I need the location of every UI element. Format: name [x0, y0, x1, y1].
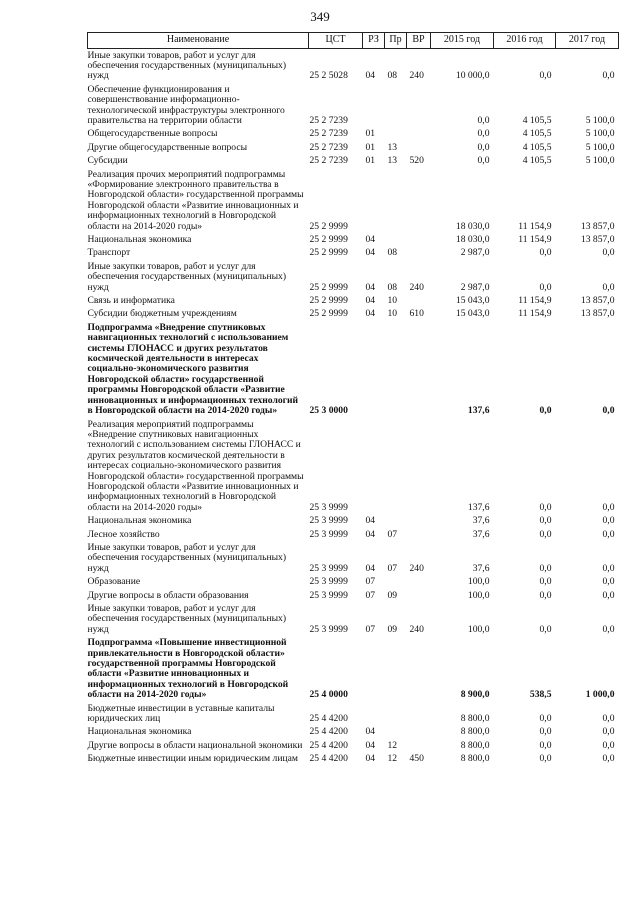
table-row [88, 168, 619, 233]
header-cell-rz: РЗ [363, 33, 385, 49]
cell-name: Иные закупки товаров, работ и услуг для обеспечения государственных (муниципальных) нужд [87, 541, 287, 574]
cell-2017: 0,0 [602, 515, 615, 527]
cell-2017: 0,0 [602, 589, 615, 601]
cell-cst: 25 3 9999 [309, 623, 348, 635]
cell-cst: 25 4 0000 [309, 689, 348, 701]
cell-pr: 08 [387, 247, 398, 259]
cell-pr [385, 168, 407, 233]
cell-2015: 37,6 [472, 515, 490, 527]
cell-rz: 04 [365, 308, 376, 320]
cell-vr [407, 247, 431, 260]
table-row [88, 603, 619, 637]
cell-rz [363, 321, 385, 418]
cell-cst: 25 2 9999 [309, 220, 348, 232]
cell-vr [407, 702, 431, 726]
cell-2015: 0,0 [477, 114, 490, 126]
cell-pr: 08 [387, 70, 398, 82]
cell-name: Образование [87, 576, 141, 588]
cell-2016: 0,0 [539, 501, 552, 513]
cell-rz: 07 [365, 623, 376, 635]
cell-2016: 0,0 [539, 623, 552, 635]
cell-vr: 240 [409, 281, 424, 293]
cell-cst: 25 2 9999 [309, 308, 348, 320]
table-row [88, 295, 619, 308]
cell-name: Субсидии [87, 155, 128, 167]
cell-2017: 13 857,0 [580, 220, 615, 232]
cell-pr [385, 726, 407, 739]
table-header [88, 33, 619, 49]
cell-2017: 0,0 [602, 726, 615, 738]
header-cell-vr: ВР [407, 33, 431, 49]
cell-name: Реализация прочих мероприятий подпрограммы «Формирование электронного правительства в Новгородской области» государственной программы Новгородской области «Развитие инновационных и информационных технологий в Новгородской области на 2014-2020 годы» [87, 168, 304, 232]
cell-name: Подпрограмма «Внедрение спутниковых навигационных технологий с использованием системы ГЛОНАСС и других результатов космической деятельности в интересах социально-экономического развития Новгородской области» государственной программы Новгородской области «Развитие инновационных и информационных технологий в Новгородской области на 2014-2020 годы» [87, 321, 299, 417]
cell-pr [385, 418, 407, 515]
cell-2016: 4 105,5 [522, 128, 552, 140]
cell-rz: 04 [365, 281, 376, 293]
cell-vr: 240 [409, 623, 424, 635]
table-row [88, 155, 619, 168]
cell-pr [385, 321, 407, 418]
table-row [88, 49, 619, 84]
cell-2016: 0,0 [539, 247, 552, 259]
table-row [88, 528, 619, 541]
cell-2017: 5 100,0 [585, 128, 615, 140]
cell-name: Бюджетные инвестиции в уставные капиталы юридических лиц [87, 702, 275, 725]
page-number: 349 [310, 9, 330, 24]
cell-2016: 0,0 [539, 528, 552, 540]
table-row [88, 83, 619, 128]
table-row [88, 141, 619, 154]
cell-2015: 10 000,0 [455, 70, 490, 82]
cell-2015: 0,0 [477, 128, 490, 140]
table-row [88, 589, 619, 602]
cell-name: Другие общегосударственные вопросы [87, 141, 248, 153]
cell-pr [385, 83, 407, 128]
cell-2015: 8 800,0 [460, 753, 490, 765]
cell-vr [407, 234, 431, 247]
header-cell-cst: ЦСТ [309, 33, 363, 49]
cell-name: Бюджетные инвестиции иным юридическим лицам [87, 753, 298, 765]
cell-cst: 25 3 0000 [309, 405, 348, 417]
cell-vr [407, 576, 431, 589]
cell-cst: 25 2 7239 [309, 155, 348, 167]
cell-2016: 0,0 [539, 739, 552, 751]
cell-rz: 04 [365, 726, 376, 738]
cell-2015: 8 800,0 [460, 713, 490, 725]
cell-pr: 13 [387, 155, 398, 167]
cell-name: Лесное хозяйство [87, 528, 160, 540]
cell-pr: 10 [387, 308, 398, 320]
table-row [88, 321, 619, 418]
cell-2017: 0,0 [602, 753, 615, 765]
cell-name: Обеспечение функционирования и совершенствование информационно-технологической инфраструктуры электронного правительства на территории области [87, 83, 285, 126]
cell-pr [385, 576, 407, 589]
cell-vr [407, 637, 431, 702]
cell-2015: 100,0 [467, 576, 490, 588]
cell-cst: 25 4 4200 [309, 753, 348, 765]
cell-rz: 04 [365, 515, 376, 527]
cell-rz: 04 [365, 739, 376, 751]
cell-2017: 0,0 [602, 247, 615, 259]
cell-2016: 0,0 [539, 589, 552, 601]
cell-2016: 0,0 [539, 405, 552, 417]
header-cell-pr: Пр [385, 33, 407, 49]
cell-2015: 18 030,0 [455, 234, 490, 245]
cell-rz: 04 [365, 234, 376, 245]
cell-2016: 4 105,5 [522, 155, 552, 167]
cell-2016: 0,0 [539, 726, 552, 738]
cell-2017: 13 857,0 [580, 234, 615, 245]
cell-2015: 0,0 [477, 141, 490, 153]
table-row [88, 128, 619, 141]
cell-2016: 0,0 [539, 576, 552, 588]
cell-2015: 15 043,0 [455, 295, 490, 307]
cell-cst: 25 3 9999 [309, 528, 348, 540]
cell-2017: 13 857,0 [580, 308, 615, 320]
cell-pr: 09 [387, 589, 398, 601]
cell-2015: 8 800,0 [460, 739, 490, 751]
cell-vr [407, 726, 431, 739]
table-body [88, 49, 619, 767]
cell-2017: 0,0 [602, 528, 615, 540]
budget-table-container [87, 32, 618, 766]
table-row [88, 576, 619, 589]
table-row [88, 739, 619, 752]
cell-pr: 07 [387, 562, 398, 574]
cell-2015: 137,6 [467, 405, 490, 417]
cell-2017: 0,0 [602, 405, 615, 417]
table-row [88, 515, 619, 528]
cell-2016: 0,0 [539, 515, 552, 527]
cell-name: Другие вопросы в области национальной экономики [87, 739, 303, 751]
cell-2015: 2 987,0 [460, 247, 490, 259]
cell-vr [407, 515, 431, 528]
cell-cst: 25 2 9999 [309, 295, 348, 307]
cell-cst: 25 3 9999 [309, 562, 348, 574]
cell-2016: 11 154,9 [518, 234, 552, 245]
cell-vr [407, 295, 431, 308]
cell-name: Другие вопросы в области образования [87, 589, 249, 601]
cell-vr [407, 739, 431, 752]
table-row [88, 234, 619, 247]
table-row [88, 418, 619, 515]
cell-2015: 0,0 [477, 155, 490, 167]
cell-cst: 25 2 7239 [309, 141, 348, 153]
table-row [88, 260, 619, 294]
cell-2016: 0,0 [539, 753, 552, 765]
table-row [88, 637, 619, 702]
cell-name: Национальная экономика [87, 515, 192, 527]
cell-2017: 0,0 [602, 576, 615, 588]
cell-name: Субсидии бюджетным учреждениям [87, 308, 237, 320]
cell-2016: 11 154,9 [518, 308, 552, 320]
table-row [88, 308, 619, 321]
cell-vr: 240 [409, 562, 424, 574]
cell-cst: 25 3 9999 [309, 576, 348, 588]
cell-name: Связь и информатика [87, 295, 175, 307]
table-row [88, 247, 619, 260]
cell-vr [407, 141, 431, 154]
cell-2017: 0,0 [602, 713, 615, 725]
cell-cst: 25 2 7239 [309, 114, 348, 126]
cell-cst: 25 3 9999 [309, 589, 348, 601]
cell-name: Подпрограмма «Повышение инвестиционной привлекательности в Новгородской области» государственной программы Новгородской области «Развитие инновационных и информационных технологий в Новгородской области на 2014-2020 годы» [87, 637, 289, 701]
cell-2015: 2 987,0 [460, 281, 490, 293]
cell-cst: 25 2 9999 [309, 247, 348, 259]
cell-2017: 0,0 [602, 281, 615, 293]
cell-pr [385, 128, 407, 141]
cell-2016: 538,5 [529, 689, 552, 701]
cell-vr [407, 528, 431, 541]
cell-2017: 5 100,0 [585, 155, 615, 167]
cell-2015: 15 043,0 [455, 308, 490, 320]
cell-rz: 04 [365, 70, 376, 82]
header-cell-2016: 2016 год [494, 33, 556, 49]
cell-vr [407, 589, 431, 602]
cell-2016: 11 154,9 [518, 295, 552, 307]
cell-cst: 25 2 5028 [309, 70, 348, 82]
cell-vr: 240 [409, 70, 424, 82]
cell-pr: 12 [387, 739, 398, 751]
cell-rz: 01 [365, 128, 376, 140]
cell-2015: 37,6 [472, 528, 490, 540]
cell-2017: 0,0 [602, 562, 615, 574]
cell-rz [363, 83, 385, 128]
cell-cst: 25 2 9999 [309, 281, 348, 293]
cell-vr [407, 168, 431, 233]
cell-name: Транспорт [87, 247, 131, 259]
cell-rz [363, 637, 385, 702]
cell-2016: 4 105,5 [522, 114, 552, 126]
table-row [88, 541, 619, 575]
cell-cst: 25 3 9999 [309, 515, 348, 527]
cell-2016: 4 105,5 [522, 141, 552, 153]
cell-name: Национальная экономика [87, 726, 192, 738]
cell-rz: 04 [365, 562, 376, 574]
cell-2017: 0,0 [602, 739, 615, 751]
cell-cst: 25 4 4200 [309, 713, 348, 725]
cell-cst: 25 2 7239 [309, 128, 348, 140]
cell-pr [385, 702, 407, 726]
cell-name: Общегосударственные вопросы [87, 128, 218, 140]
cell-vr [407, 321, 431, 418]
cell-vr [407, 128, 431, 141]
cell-pr: 12 [387, 753, 398, 765]
cell-2016: 0,0 [539, 562, 552, 574]
cell-name: Национальная экономика [87, 234, 192, 245]
header-row [88, 33, 619, 49]
cell-2017: 0,0 [602, 70, 615, 82]
cell-pr [385, 515, 407, 528]
cell-2017: 5 100,0 [585, 114, 615, 126]
header-cell-2015: 2015 год [431, 33, 494, 49]
cell-2017: 0,0 [602, 501, 615, 513]
header-cell-2017: 2017 год [556, 33, 619, 49]
cell-pr: 09 [387, 623, 398, 635]
cell-rz: 04 [365, 247, 376, 259]
cell-pr: 08 [387, 281, 398, 293]
cell-2016: 11 154,9 [518, 220, 552, 232]
cell-2017: 0,0 [602, 623, 615, 635]
cell-vr: 520 [409, 155, 424, 167]
cell-name: Иные закупки товаров, работ и услуг для обеспечения государственных (муниципальных) нужд [87, 603, 287, 635]
cell-vr: 450 [409, 753, 424, 765]
cell-rz: 01 [365, 155, 376, 167]
cell-2015: 137,6 [467, 501, 490, 513]
cell-pr: 13 [387, 141, 398, 153]
cell-vr [407, 83, 431, 128]
cell-2015: 37,6 [472, 562, 490, 574]
cell-2015: 8 800,0 [460, 726, 490, 738]
cell-2015: 8 900,0 [460, 689, 490, 701]
cell-2015: 18 030,0 [455, 220, 490, 232]
cell-cst: 25 2 9999 [309, 234, 348, 245]
cell-pr: 10 [387, 295, 398, 307]
cell-2016: 0,0 [539, 70, 552, 82]
cell-2016: 0,0 [539, 281, 552, 293]
cell-rz: 01 [365, 141, 376, 153]
cell-name: Иные закупки товаров, работ и услуг для обеспечения государственных (муниципальных) нужд [87, 260, 287, 293]
table-row [88, 726, 619, 739]
cell-pr: 07 [387, 528, 398, 540]
cell-rz: 07 [365, 576, 376, 588]
cell-cst: 25 4 4200 [309, 726, 348, 738]
cell-vr: 610 [409, 308, 424, 320]
table-row [88, 702, 619, 726]
cell-pr [385, 234, 407, 247]
header-cell-name: Наименование [88, 33, 309, 49]
cell-rz [363, 168, 385, 233]
cell-rz [363, 418, 385, 515]
cell-rz: 04 [365, 295, 376, 307]
cell-pr [385, 637, 407, 702]
cell-2017: 5 100,0 [585, 141, 615, 153]
cell-2016: 0,0 [539, 713, 552, 725]
cell-cst: 25 3 9999 [309, 501, 348, 513]
cell-2015: 100,0 [467, 623, 490, 635]
cell-rz: 07 [365, 589, 376, 601]
cell-cst: 25 4 4200 [309, 739, 348, 751]
cell-rz: 04 [365, 753, 376, 765]
cell-name: Иные закупки товаров, работ и услуг для обеспечения государственных (муниципальных) нужд [87, 49, 287, 82]
cell-2017: 1 000,0 [585, 689, 615, 701]
cell-vr [407, 418, 431, 515]
cell-2017: 13 857,0 [580, 295, 615, 307]
cell-rz [363, 702, 385, 726]
budget-table [87, 32, 619, 766]
cell-rz: 04 [365, 528, 376, 540]
cell-2015: 100,0 [467, 589, 490, 601]
table-row [88, 753, 619, 766]
cell-name: Реализация мероприятий подпрограммы «Внедрение спутниковых навигационных технологий с использованием системы ГЛОНАСС и других результатов космической деятельности в интересах социально-экономического развития Новгородской области» государственной программы Новгородской области «Развитие инновационных и информационных технологий в Новгородской области на 2014-2020 годы» [87, 418, 304, 513]
